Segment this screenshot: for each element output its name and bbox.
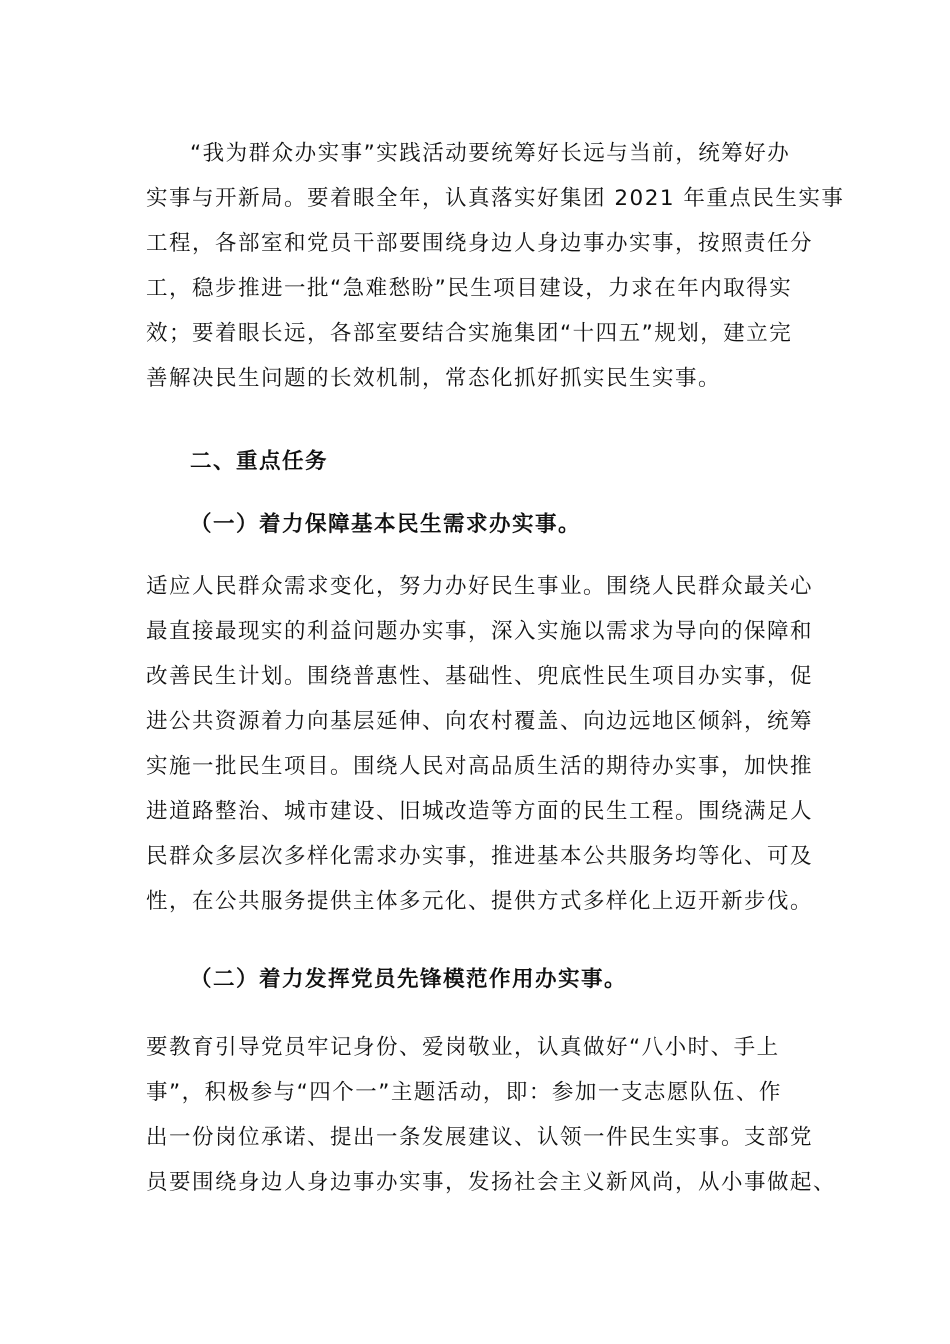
subsection-2-line-3: 出一份岗位承诺、提出一条发展建议、认领一件民生实事。支部党 xyxy=(146,1125,814,1150)
section-heading: 二、重点任务 xyxy=(190,449,329,474)
subsection-2-line-1: 要教育引导党员牢记身份、爱岗敬业，认真做好“八小时、手上 xyxy=(146,1035,780,1060)
subsection-1-line-3: 改善民生计划。围绕普惠性、基础性、兜底性民生项目办实事，促 xyxy=(146,664,814,689)
intro-line-1: “我为群众办实事”实践活动要统筹好长远与当前，统筹好办 xyxy=(190,141,791,166)
intro-line-6: 善解决民生问题的长效机制，常态化抓好抓实民生实事。 xyxy=(146,366,722,391)
subsection-1-heading: （一）着力保障基本民生需求办实事。 xyxy=(190,512,582,537)
subsection-1-line-2: 最直接最现实的利益问题办实事，深入实施以需求为导向的保障和 xyxy=(146,619,814,644)
intro-line-3: 工程，各部室和党员干部要围绕身边人身边事办实事，按照责任分 xyxy=(146,231,814,256)
intro-line-2: 实事与开新局。要着眼全年，认真落实好集团 2021 年重点民生实事 xyxy=(146,186,845,211)
subsection-1-line-7: 民群众多层次多样化需求办实事，推进基本公共服务均等化、可及 xyxy=(146,844,814,869)
intro-line-5: 效；要着眼长远，各部室要结合实施集团“十四五”规划，建立完 xyxy=(146,321,793,346)
subsection-1-line-5: 实施一批民生项目。围绕人民对高品质生活的期待办实事，加快推 xyxy=(146,754,814,779)
subsection-2-heading: （二）着力发挥党员先锋模范作用办实事。 xyxy=(190,967,628,992)
intro-line-4: 工，稳步推进一批“急难愁盼”民生项目建设，力求在年内取得实 xyxy=(146,276,793,301)
subsection-1-line-8: 性，在公共服务提供主体多元化、提供方式多样化上迈开新步伐。 xyxy=(146,889,814,914)
subsection-2-line-2: 事”，积极参与“四个一”主题活动，即：参加一支志愿队伍、作 xyxy=(146,1080,782,1105)
subsection-1-line-6: 进道路整治、城市建设、旧城改造等方面的民生工程。围绕满足人 xyxy=(146,799,814,824)
subsection-1-line-4: 进公共资源着力向基层延伸、向农村覆盖、向边远地区倾斜，统筹 xyxy=(146,709,814,734)
subsection-2-line-4: 员要围绕身边人身边事办实事，发扬社会主义新风尚，从小事做起、 xyxy=(146,1170,837,1195)
subsection-1-line-1: 适应人民群众需求变化，努力办好民生事业。围绕人民群众最关心 xyxy=(146,574,814,599)
